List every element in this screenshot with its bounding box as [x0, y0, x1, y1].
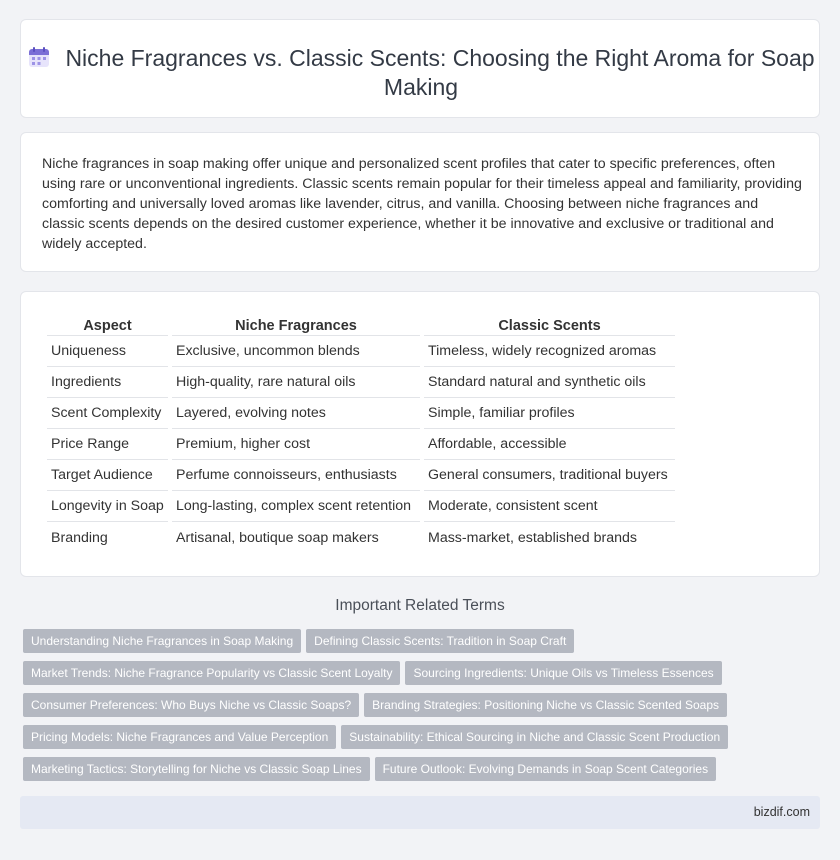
cell-classic: Moderate, consistent scent	[424, 491, 675, 522]
header-niche: Niche Fragrances	[172, 316, 420, 336]
title-text: Niche Fragrances vs. Classic Scents: Choosing the Right Aroma for Soap Making	[65, 45, 815, 100]
cell-niche: Exclusive, uncommon blends	[172, 336, 420, 367]
related-terms-row	[23, 661, 727, 685]
related-term-link[interactable]: Consumer Preferences: Who Buys Niche vs Classic Soaps?	[23, 693, 359, 717]
cell-aspect: Target Audience	[47, 460, 168, 491]
table-row	[47, 367, 675, 398]
cell-classic: Timeless, widely recognized aromas	[424, 336, 675, 367]
cell-niche: Long-lasting, complex scent retention	[172, 491, 420, 522]
related-term-link[interactable]: Understanding Niche Fragrances in Soap Making	[23, 629, 301, 653]
cell-niche: Perfume connoisseurs, enthusiasts	[172, 460, 420, 491]
table-row	[47, 522, 675, 553]
table-row	[47, 336, 675, 367]
header-classic: Classic Scents	[424, 316, 675, 336]
footer-site-link[interactable]: bizdif.com	[753, 805, 810, 819]
footer	[20, 796, 820, 829]
comparison-table-card	[20, 291, 820, 577]
table-row	[47, 491, 675, 522]
related-terms-row	[23, 725, 733, 749]
cell-aspect: Longevity in Soap	[47, 491, 168, 522]
cell-aspect: Scent Complexity	[47, 398, 168, 429]
cell-classic: Affordable, accessible	[424, 429, 675, 460]
cell-classic: Standard natural and synthetic oils	[424, 367, 675, 398]
related-term-link[interactable]: Future Outlook: Evolving Demands in Soap Scent Categories	[375, 757, 717, 781]
title-card	[20, 19, 820, 118]
summary-card	[20, 132, 820, 272]
cell-classic: Simple, familiar profiles	[424, 398, 675, 429]
cell-classic: Mass-market, established brands	[428, 529, 637, 546]
related-term-link[interactable]: Branding Strategies: Positioning Niche vs Classic Scented Soaps	[364, 693, 727, 717]
related-term-link[interactable]: Defining Classic Scents: Tradition in Soap Craft	[306, 629, 574, 653]
related-term-link[interactable]: Pricing Models: Niche Fragrances and Value Perception	[23, 725, 336, 749]
cell-aspect: Price Range	[47, 429, 168, 460]
related-terms-row	[23, 693, 732, 717]
cell-aspect: Uniqueness	[47, 336, 168, 367]
table-row	[47, 429, 675, 460]
cell-niche: Artisanal, boutique soap makers	[176, 529, 379, 546]
cell-niche: Premium, higher cost	[172, 429, 420, 460]
related-term-link[interactable]: Market Trends: Niche Fragrance Popularity vs Classic Scent Loyalty	[23, 661, 400, 685]
cell-classic: General consumers, traditional buyers	[424, 460, 675, 491]
cell-aspect: Branding	[51, 529, 108, 546]
related-term-link[interactable]: Marketing Tactics: Storytelling for Niche vs Classic Soap Lines	[23, 757, 370, 781]
related-terms-row	[23, 757, 721, 781]
page-title	[21, 44, 821, 102]
related-terms-heading: Important Related Terms	[335, 597, 505, 614]
table-row	[47, 460, 675, 491]
table-row	[47, 398, 675, 429]
table-header-row	[47, 316, 675, 336]
header-aspect: Aspect	[47, 316, 168, 336]
summary-paragraph: Niche fragrances in soap making offer unique and personalized scent profiles that cater to specific preferences, often using rare or unconventional ingredients. Classic scents remain popular for their timeless appeal and familiarity, providing comforting and universally loved aromas like lavender, citrus, and vanilla. Choosing between niche fragrances and classic scents depends on the desired customer experience, whether it be innovative and exclusive or traditional and widely accepted.	[42, 156, 802, 252]
cell-niche: Layered, evolving notes	[172, 398, 420, 429]
comparison-table	[43, 316, 679, 553]
cell-niche: High-quality, rare natural oils	[172, 367, 420, 398]
cell-aspect: Ingredients	[47, 367, 168, 398]
related-term-link[interactable]: Sustainability: Ethical Sourcing in Niche and Classic Scent Production	[341, 725, 728, 749]
related-terms-row	[23, 629, 579, 653]
related-term-link[interactable]: Sourcing Ingredients: Unique Oils vs Timeless Essences	[405, 661, 721, 685]
calendar-icon	[27, 45, 51, 69]
